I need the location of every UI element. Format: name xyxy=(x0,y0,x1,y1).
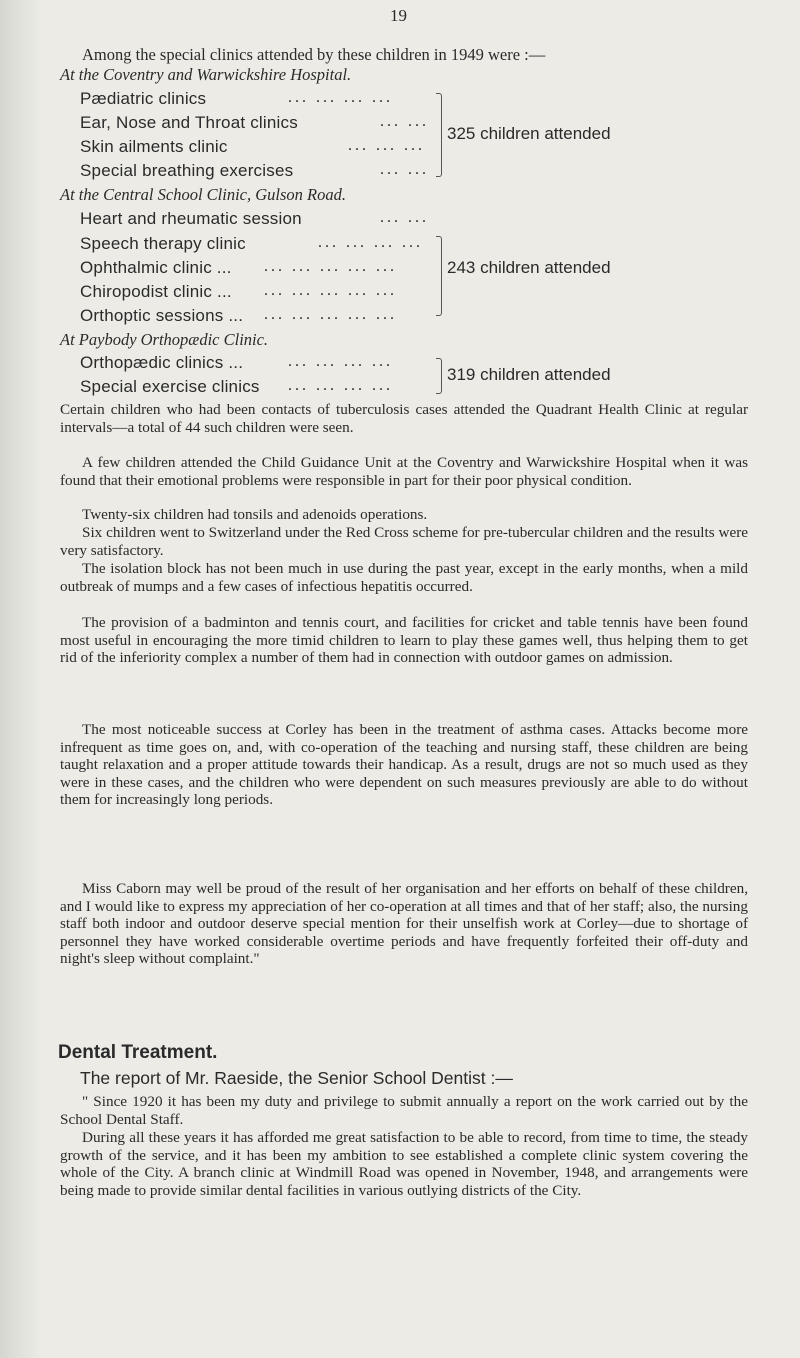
leader-dots: ... ... ... ... xyxy=(288,353,393,370)
page-edge-shadow xyxy=(0,0,42,1358)
list-item: Heart and rheumatic session xyxy=(80,209,302,228)
paragraph: The provision of a badminton and tennis court, and facilities for cricket and table tennis have been found most useful in encouraging the more timid children to learn to play these games well, thus helping them to get rid of the inferiority complex a number of them had in connection with outdoor games on admission. xyxy=(60,614,748,666)
list-item: Speech therapy clinic xyxy=(80,234,246,253)
paragraph: During all these years it has afforded me great satisfaction to be able to record, from time to time, the steady growth of the service, and it has been my ambition to see established a complete clinic system covering the whole of the City. A branch clinic at Windmill Road was opened in November, 1948, and arrangements were being made to provide similar dental facilities in various outlying districts of the City. xyxy=(60,1129,748,1199)
brace xyxy=(436,93,442,177)
leader-dots: ... ... ... ... ... xyxy=(264,306,397,323)
paragraph: Twenty-six children had tonsils and adenoids operations. xyxy=(82,506,428,523)
list-item: Pædiatric clinics xyxy=(80,89,207,108)
leader-dots: ... ... xyxy=(380,161,429,178)
attendance-summary: 325 children attended xyxy=(447,124,611,143)
page-number: 19 xyxy=(390,6,407,25)
section-heading-central-clinic: At the Central School Clinic, Gulson Road. xyxy=(60,185,346,204)
attendance-summary: 319 children attended xyxy=(447,365,611,384)
paragraph: Certain children who had been contacts of tuberculosis cases attended the Quadrant Health Clinic at regular intervals—a total of 44 such children were seen. xyxy=(60,401,748,436)
section-title-dental: Dental Treatment. xyxy=(58,1042,218,1063)
section-heading-hospital: At the Coventry and Warwickshire Hospital. xyxy=(60,65,352,84)
paragraph: A few children attended the Child Guidance Unit at the Coventry and Warwickshire Hospital when it was found that their emotional problems were responsible in part for their poor physical condition. xyxy=(60,454,748,489)
leader-dots: ... ... ... ... ... xyxy=(264,282,397,299)
attendance-summary: 243 children attended xyxy=(447,258,611,277)
leader-dots: ... ... xyxy=(380,209,429,226)
leader-dots: ... ... ... ... ... xyxy=(264,258,397,275)
list-item: Skin ailments clinic xyxy=(80,137,228,156)
list-item: Chiropodist clinic ... xyxy=(80,282,232,301)
paragraph: Six children went to Switzerland under the Red Cross scheme for pre-tubercular children and the results were very satisfactory. xyxy=(60,524,748,559)
paragraph: Miss Caborn may well be proud of the result of her organisation and her efforts on behalf of these children, and I would like to express my appreciation of her co-operation at all times and that of her staff; also, the nursing staff both indoor and outdoor deserve special mention for their unselfish work at Corley—due to shortage of personnel they have worked considerable overtime periods and have frequently forfeited their off-duty and night's sleep without complaint." xyxy=(60,880,748,967)
paragraph: The most noticeable success at Corley has been in the treatment of asthma cases. Attacks become more infrequent as time goes on, and, with co-operation of the teaching and nursing staff, these children are being taught relaxation and a proper attitude towards their handicap. As a result, drugs are not so much used as they were in these cases, and the children who were dependent on such measures previously are able to do without them for increasingly long periods. xyxy=(60,721,748,808)
leader-dots: ... ... ... ... xyxy=(288,377,393,394)
dentist-report-intro: The report of Mr. Raeside, the Senior School Dentist :— xyxy=(80,1068,513,1088)
list-item: Orthoptic sessions ... xyxy=(80,306,244,325)
leader-dots: ... ... ... ... xyxy=(288,89,393,106)
list-item: Ear, Nose and Throat clinics xyxy=(80,113,298,132)
paragraph: " Since 1920 it has been my duty and privilege to submit annually a report on the work carried out by the School Dental Staff. xyxy=(60,1093,748,1128)
list-item: Special exercise clinics xyxy=(80,377,260,396)
leader-dots: ... ... xyxy=(380,113,429,130)
document-page xyxy=(58,0,758,1358)
brace xyxy=(436,236,442,316)
leader-dots: ... ... ... xyxy=(348,137,425,154)
brace xyxy=(436,358,442,394)
list-item: Ophthalmic clinic ... xyxy=(80,258,232,277)
paragraph: The isolation block has not been much in use during the past year, except in the early months, when a mild outbreak of mumps and a few cases of infectious hepatitis occurred. xyxy=(60,560,748,595)
list-item: Special breathing exercises xyxy=(80,161,294,180)
list-item: Orthopædic clinics ... xyxy=(80,353,244,372)
leader-dots: ... ... ... ... xyxy=(318,234,423,251)
intro-line: Among the special clinics attended by these children in 1949 were :— xyxy=(82,45,546,64)
section-heading-paybody: At Paybody Orthopædic Clinic. xyxy=(60,330,269,349)
